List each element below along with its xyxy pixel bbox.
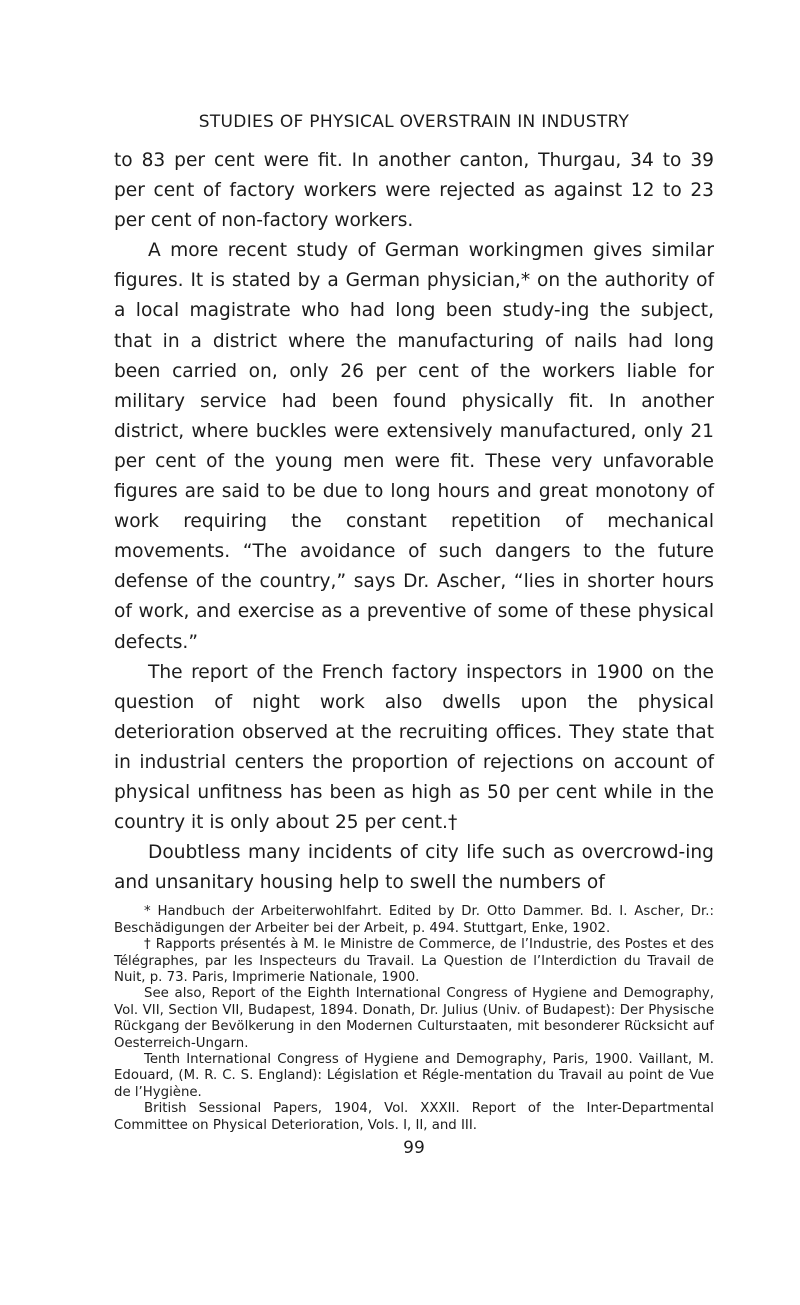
paragraph: A more recent study of German workingmen gives similar figures. It is stated by a German physician,* on the authority of a local magistrate who had long been study-ing the subject, that in a district where the manufacturing of nails had long been carried on, only 26 per cent of the workers liable for military service had been found physically fit. In another district, where buckles were extensively manufactured, only 21 per cent of the young men were fit. These very unfavorable figures are said to be due to long hours and great monotony of work requiring the constant repetition of mechanical movements. “The avoidance of such dangers to the future defense of the country,” says Dr. Ascher, “lies in shorter hours of work, and exercise as a preventive of some of these physical defects.”: [114, 240, 714, 653]
footnote: † Rapports présentés à M. le Ministre de Commerce, de l’Industrie, des Postes et des Télégraphes, par les Inspecteurs du Travail. La Question de l’Interdiction du Travail de Nuit, p. 73. Paris, Imprimerie Nationale, 1900.: [114, 937, 714, 985]
paragraph: Doubtless many incidents of city life such as overcrowd-ing and unsanitary housing help to swell the numbers of: [114, 842, 714, 894]
paragraph: The report of the French factory inspectors in 1900 on the question of night work also dwells upon the physical deterioration observed at the recruiting offices. They state that in industrial centers the proportion of rejections on account of physical unfitness has been as high as 50 per cent while in the country it is only about 25 per cent.†: [114, 661, 714, 834]
page-number: 99: [403, 1138, 425, 1159]
running-head: STUDIES OF PHYSICAL OVERSTRAIN IN INDUSTRY: [198, 112, 630, 132]
body-text: [114, 146, 714, 898]
footnotes: [114, 904, 714, 1134]
footnote: * Handbuch der Arbeiterwohlfahrt. Edited by Dr. Otto Dammer. Bd. I. Ascher, Dr.: Beschädigungen der Arbeiter bei der Arbeit, p. 494. Stuttgart, Enke, 1902.: [114, 904, 714, 936]
paragraph: to 83 per cent were fit. In another canton, Thurgau, 34 to 39 per cent of factory workers were rejected as against 12 to 23 per cent of non-factory workers.: [114, 150, 714, 232]
book-page: [114, 112, 714, 1158]
footnote: Tenth International Congress of Hygiene and Demography, Paris, 1900. Vaillant, M. Edouard, (M. R. C. S. England): Législation et Régle-mentation du Travail au point de Vue de l’Hygiène.: [114, 1052, 714, 1100]
footnote: See also, Report of the Eighth International Congress of Hygiene and Demography, Vol. VII, Section VII, Budapest, 1894. Donath, Dr. Julius (Univ. of Budapest): Der Physische Rückgang der Bevölkerung in den Modernen Culturstaaten, mit besonderer Rücksicht auf Oesterreich-Ungarn.: [114, 986, 714, 1051]
footnote: British Sessional Papers, 1904, Vol. XXXII. Report of the Inter-Departmental Committee on Physical Deterioration, Vols. I, II, and III.: [114, 1101, 714, 1133]
